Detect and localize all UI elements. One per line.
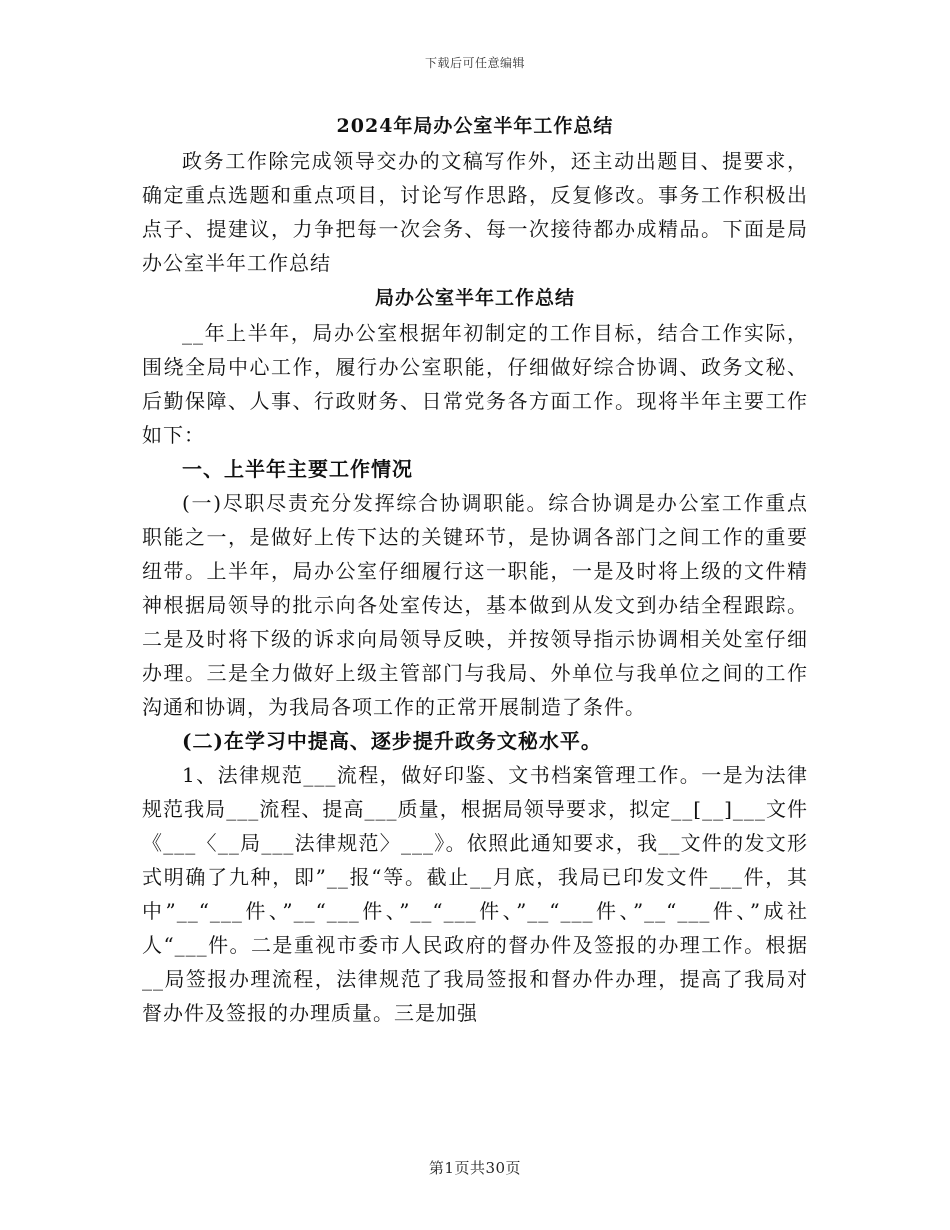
intro-paragraph: 政务工作除完成领导交办的文稿写作外，还主动出题目、提要求，确定重点选题和重点项目，讨论写作思路，反复修改。事务工作积极出点子、提建议，力争把每一次会务、每一次接待都办成精品。下面是局办公室半年工作总结 xyxy=(142,149,808,275)
header-note: 下载后可任意编辑 xyxy=(424,56,525,70)
subsection-paragraph: 1、法律规范___流程，做好印鉴、文书档案管理工作。一是为法律规范我局___流程、提高___质量，根据局领导要求，拟定__[__]___文件《___〈__局___法律规范〉___》。依照此通知要求，我__文件的发文形式明确了九种，即”__报“等。截止__月底，我局已印发文件___件，其中”__“___件、”__“___件、”__“___件、”__“___件、”__“___件、”成社人“___件。二是重视市委市人民政府的督办件及签报的办理工作。根据__局签报办理流程，法律规范了我局签报和督办件办理，提高了我局对督办件及签报的办理质量。三是加强 xyxy=(142,763,808,1025)
section-paragraph: (一)尽职尽责充分发挥综合协调职能。综合协调是办公室工作重点职能之一，是做好上传下达的关键环节，是协调各部门之间工作的重要纽带。上半年，局办公室仔细履行这一职能，一是及时将上级的文件精神根据局领导的批示向各处室传达，基本做到从发文到办结全程跟踪。二是及时将下级的诉求向局领导反映，并按领导指示协调相关处室仔细办理。三是全力做好上级主管部门与我局、外单位与我单位之间的工作沟通和协调，为我局各项工作的正常开展制造了条件。 xyxy=(142,491,808,719)
document-subtitle: 局办公室半年工作总结 xyxy=(374,287,575,309)
document-body xyxy=(142,108,808,1030)
section-heading: 一、上半年主要工作情况 xyxy=(182,457,413,481)
opening-paragraph: __年上半年，局办公室根据年初制定的工作目标，结合工作实际，围绕全局中心工作，履行办公室职能，仔细做好综合协调、政务文秘、后勤保障、人事、行政财务、日常党务各方面工作。现将半年主要工作如下： xyxy=(142,321,808,447)
subsection-heading: (二)在学习中提高、逐步提升政务文秘水平。 xyxy=(182,729,602,753)
document-title: 2024年局办公室半年工作总结 xyxy=(336,115,614,137)
page-footer: 第1页共30页 xyxy=(428,1159,522,1177)
